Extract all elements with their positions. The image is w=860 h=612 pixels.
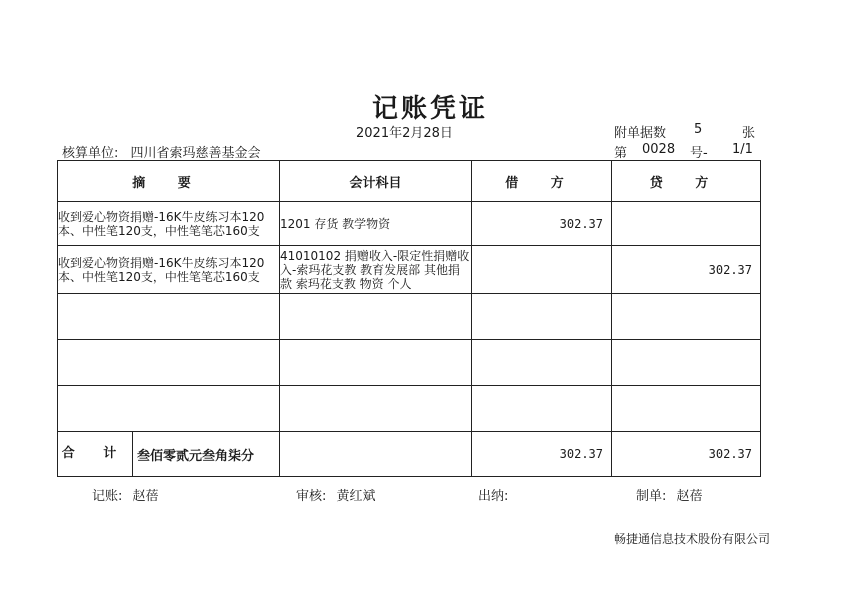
row-summary	[58, 340, 280, 386]
row-subject	[280, 386, 472, 432]
software-company: 畅捷通信息技术股份有限公司	[614, 532, 771, 546]
row-credit	[612, 340, 761, 386]
row-summary: 收到爱心物资捐赠-16K牛皮练习本120本、中性笔120支，中性笔笔芯160支	[58, 202, 280, 246]
bookkeeper-field	[92, 485, 159, 504]
accounting-unit	[62, 142, 261, 161]
voucher-no: 0028	[642, 142, 676, 157]
row-subject: 1201 存货 教学物资	[280, 202, 472, 246]
total-credit: 302.37	[612, 432, 761, 477]
row-credit	[612, 202, 761, 246]
table-row	[58, 340, 761, 386]
row-credit: 302.37	[612, 246, 761, 294]
voucher-no-prefix: 第	[614, 146, 628, 161]
reviewer-name: 黄红斌	[336, 489, 376, 504]
total-debit: 302.37	[472, 432, 612, 477]
bookkeeper-name: 赵蓓	[132, 489, 159, 504]
total-amount-in-words: 叁佰零贰元叁角柒分	[137, 448, 255, 464]
reviewer-field	[296, 485, 376, 504]
voucher-title: 记账凭证	[371, 94, 488, 124]
attachments-count: 5	[694, 122, 703, 137]
row-debit: 302.37	[472, 202, 612, 246]
bookkeeper-label: 记账:	[92, 489, 123, 504]
attachments-info	[614, 122, 756, 141]
row-subject	[280, 294, 472, 340]
header-debit: 借 方	[472, 161, 612, 202]
voucher-date: 2021年2月28日	[356, 126, 453, 141]
preparer-label: 制单:	[636, 489, 667, 504]
unit-label: 核算单位:	[62, 146, 119, 161]
cashier-field	[478, 485, 514, 504]
table-row	[58, 386, 761, 432]
row-summary	[58, 294, 280, 340]
cashier-label: 出纳:	[478, 489, 509, 504]
attachments-unit: 张	[742, 126, 756, 141]
table-header-row	[58, 161, 761, 202]
header-summary: 摘 要	[58, 161, 280, 202]
header-credit: 贷 方	[612, 161, 761, 202]
total-row	[58, 432, 761, 477]
preparer-name: 赵蓓	[676, 489, 703, 504]
table-row	[58, 202, 761, 246]
voucher-table	[57, 160, 761, 477]
table-row	[58, 294, 761, 340]
reviewer-label: 审核:	[296, 489, 327, 504]
row-debit	[472, 246, 612, 294]
preparer-field	[636, 485, 703, 504]
attachments-label: 附单据数	[614, 126, 667, 141]
table-row	[58, 246, 761, 294]
row-summary	[58, 386, 280, 432]
row-credit	[612, 386, 761, 432]
row-debit	[472, 386, 612, 432]
row-credit	[612, 294, 761, 340]
unit-name: 四川省索玛慈善基金会	[130, 146, 261, 161]
voucher-no-suffix: 号-	[690, 146, 708, 161]
row-summary: 收到爱心物资捐赠-16K牛皮练习本120本、中性笔120支，中性笔笔芯160支	[58, 246, 280, 294]
row-debit	[472, 340, 612, 386]
total-label: 合 计	[58, 432, 133, 476]
row-subject: 41010102 捐赠收入-限定性捐赠收入-索玛花支教 教育发展部 其他捐款 索玛花支教 物资 个人	[280, 246, 472, 294]
total-amount-in-words-cont	[280, 432, 472, 477]
row-subject	[280, 340, 472, 386]
header-subject: 会计科目	[280, 161, 472, 202]
row-debit	[472, 294, 612, 340]
voucher-page: 1/1	[732, 142, 753, 157]
